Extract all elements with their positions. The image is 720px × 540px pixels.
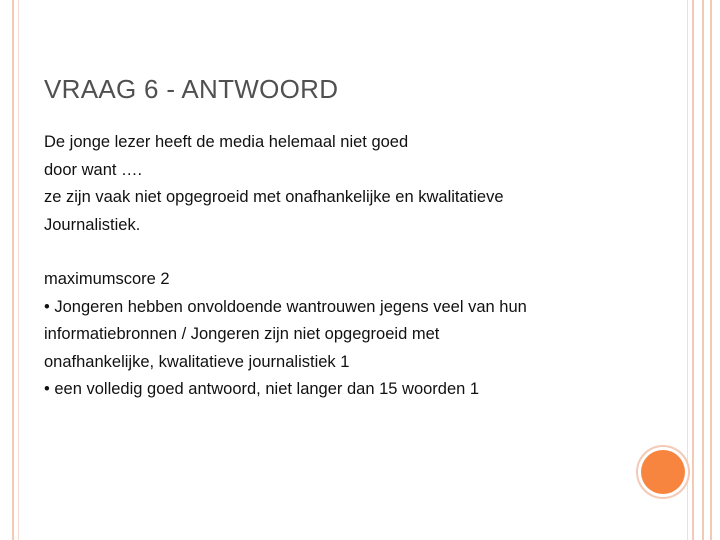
answer-line: Journalistiek. xyxy=(44,215,141,234)
scoring-line: • Jongeren hebben onvoldoende wantrouwen jegens veel van hun xyxy=(44,297,527,316)
scoring-line: informatiebronnen / Jongeren zijn niet opgegroeid met xyxy=(44,325,440,343)
answer-line: ze zijn vaak niet opgegroeid met onafhankelijke en kwalitatieve xyxy=(44,188,504,206)
scoring-heading: maximumscore 2 xyxy=(44,270,170,288)
slide-body xyxy=(44,129,644,404)
answer-line: De jonge lezer heeft de media helemaal niet goed xyxy=(44,133,409,151)
scoring-line: onafhankelijke, kwalitatieve journalistiek 1 xyxy=(44,352,350,371)
decorative-right-strip xyxy=(702,0,712,540)
scoring-line: • een volledig goed antwoord, niet langer dan 15 woorden 1 xyxy=(44,380,480,398)
paragraph-gap xyxy=(44,239,644,266)
decorative-circle-icon xyxy=(641,450,685,494)
slide-title: VRAAG 6 - ANTWOORD xyxy=(44,74,339,104)
answer-line: door want …. xyxy=(44,160,143,179)
